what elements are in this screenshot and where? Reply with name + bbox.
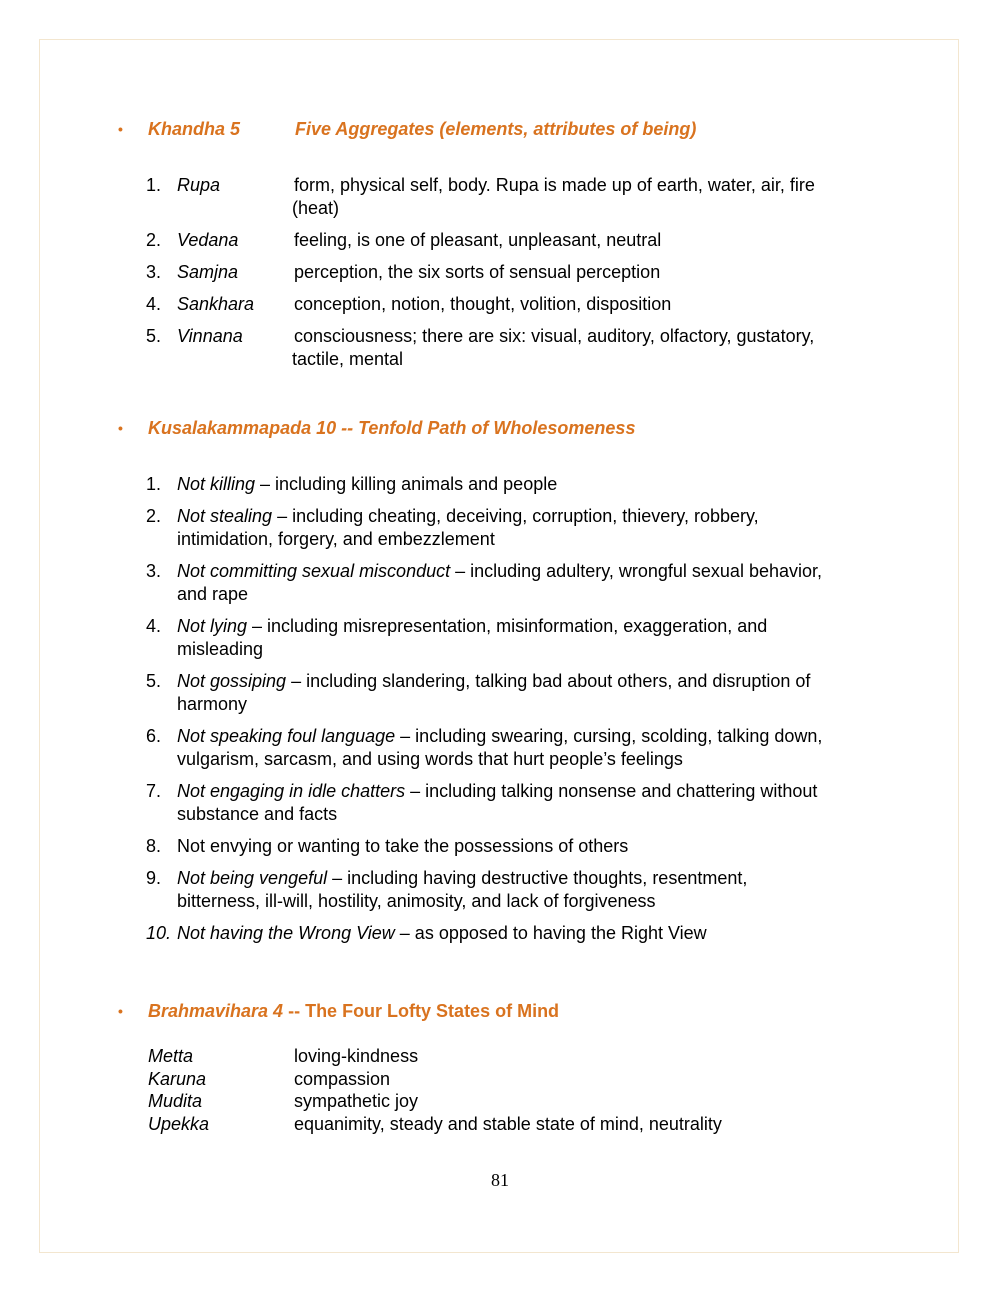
list-term: Not gossiping [177,671,287,691]
list-number: 1. [146,474,162,494]
brahma-heading-term: Brahmavihara 4 [148,1001,284,1021]
list-term: Not speaking foul language [177,726,396,746]
list-number: 4. [146,616,162,636]
list-text [177,615,897,638]
list-definition: feeling, is one of pleasant, unpleasant, neutral [294,230,662,250]
list-term: Vedana [177,230,239,250]
khandha-heading-term: Khandha 5 [148,119,241,139]
list-number: 3. [146,262,162,282]
list-definition: vulgarism, sarcasm, and using words that hurt people’s feelings [177,749,683,769]
list-number: 9. [146,868,162,888]
list-number: 10. [146,923,172,943]
list-definition: misleading [177,639,264,659]
list-definition: loving-kindness [294,1046,419,1066]
list-definition: – including adultery, wrongful sexual behavior, [450,561,823,581]
list-definition: form, physical self, body. Rupa is made up of earth, water, air, fire [294,175,815,195]
bullet-icon: • [118,420,123,436]
list-definition: bitterness, ill-will, hostility, animosity, and lack of forgiveness [177,891,656,911]
list-number: 5. [146,671,162,691]
list-term: Samjna [177,262,239,282]
khandha-heading-title: Five Aggregates (elements, attributes of being) [295,119,697,139]
list-text [177,867,897,890]
list-definition: intimidation, forgery, and embezzlement [177,529,495,549]
bullet-icon: • [118,1003,123,1019]
list-definition: – including having destructive thoughts, resentment, [327,868,748,888]
list-definition: sympathetic joy [294,1091,419,1111]
list-definition: compassion [294,1069,391,1089]
list-text [177,560,897,583]
list-term: Not lying [177,616,248,636]
list-text [177,473,897,496]
list-definition: tactile, mental [292,349,404,369]
brahma-heading-title [148,1001,559,1022]
list-text [177,922,897,945]
list-definition: – including talking nonsense and chattering without [405,781,818,801]
list-text [177,670,897,693]
list-definition: consciousness; there are six: visual, auditory, olfactory, gustatory, [294,326,815,346]
list-term: Not engaging in idle chatters [177,781,406,801]
list-number: 2. [146,506,162,526]
list-term: Sankhara [177,294,255,314]
list-number: 3. [146,561,162,581]
list-definition: – including killing animals and people [255,474,558,494]
list-definition: Not envying or wanting to take the possessions of others [177,836,629,856]
list-text [177,725,897,748]
list-term: Karuna [148,1069,207,1089]
bullet-icon: • [118,121,123,137]
list-definition: – including misrepresentation, misinformation, exaggeration, and [247,616,768,636]
list-number: 1. [146,175,162,195]
list-number: 2. [146,230,162,250]
list-definition: equanimity, steady and stable state of mind, neutrality [294,1114,722,1134]
list-term: Rupa [177,175,221,195]
list-number: 6. [146,726,162,746]
list-term: Upekka [148,1114,210,1134]
kusala-heading-title: Kusalakammapada 10 -- Tenfold Path of Wholesomeness [148,418,636,438]
list-term: Not stealing [177,506,273,526]
list-definition: – including swearing, cursing, scolding, talking down, [395,726,823,746]
list-number: 8. [146,836,162,856]
list-term: Not committing sexual misconduct [177,561,451,581]
list-definition: (heat) [292,198,340,218]
list-term: Vinnana [177,326,243,346]
list-term: Not having the Wrong View [177,923,395,943]
list-text [177,505,897,528]
list-term: Not killing [177,474,256,494]
list-definition: – including slandering, talking bad about others, and disruption of [286,671,811,691]
list-definition: conception, notion, thought, volition, disposition [294,294,672,314]
list-number: 4. [146,294,162,314]
list-definition: substance and facts [177,804,338,824]
list-text [177,780,897,803]
list-definition: harmony [177,694,248,714]
brahma-heading-rest: -- The Four Lofty States of Mind [283,1001,560,1021]
list-definition: and rape [177,584,249,604]
list-number: 5. [146,326,162,346]
list-term: Mudita [148,1091,203,1111]
list-term: Metta [148,1046,194,1066]
page-number: 81 [491,1170,509,1190]
list-term: Not being vengeful [177,868,328,888]
list-definition: perception, the six sorts of sensual perception [294,262,661,282]
list-definition: – including cheating, deceiving, corruption, thievery, robbery, [272,506,759,526]
list-number: 7. [146,781,162,801]
list-definition: – as opposed to having the Right View [394,923,707,943]
